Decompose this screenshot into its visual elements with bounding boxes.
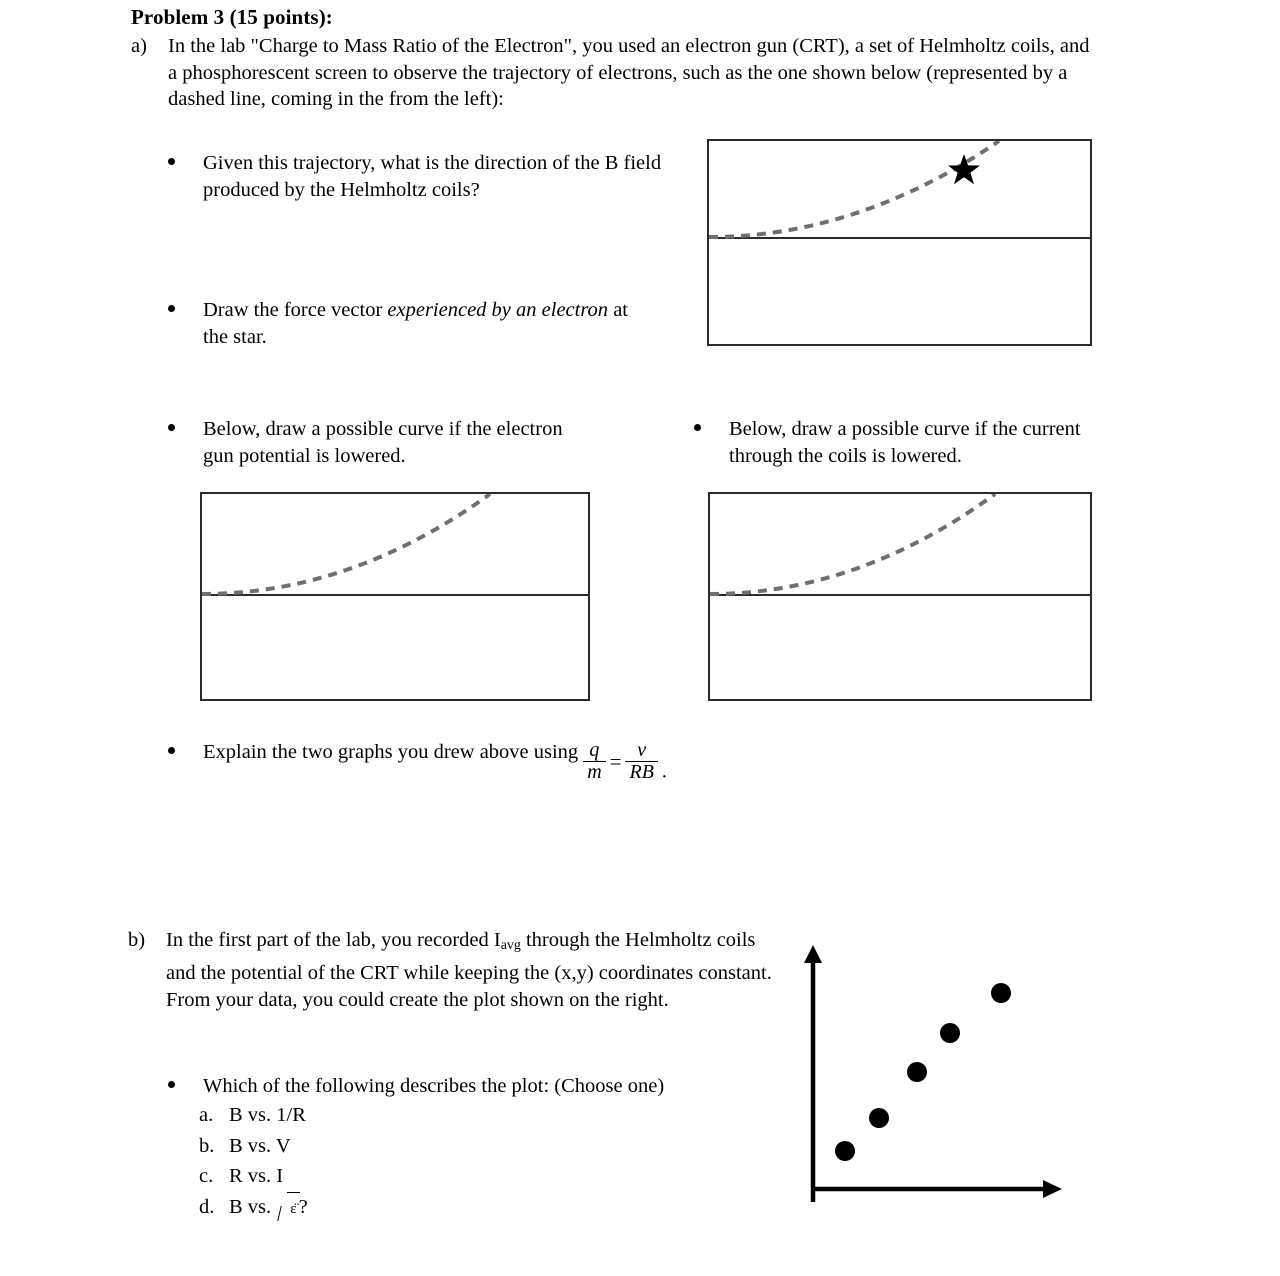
data-point [835,1141,855,1161]
bullet-b-field-direction-text: Given this trajectory, what is the direction of the B field produced by the Helmholtz coils? [203,152,662,201]
bullet-dot-icon [168,747,175,754]
part-a-marker: a) [131,35,147,57]
star-marker-icon [947,153,981,187]
crt-diagram-box-2[interactable] [200,492,590,701]
fraction-numerator: q [589,738,600,761]
choice-d-text-after: ? [298,1195,308,1218]
page-title: Problem 3 (15 points): [131,5,333,29]
electron-trajectory-curve-3 [710,494,1090,699]
choice-b-text: B vs. V [229,1134,291,1157]
crt-diagram-box-3[interactable] [708,492,1092,701]
explain-graphs-lead: Explain the two graphs you drew above using [203,741,579,763]
part-a-text: In the lab "Charge to Mass Ratio of the Electron", you used an electron gun (CRT), a set of Helmholtz coils, and a phosphorescent screen to observe the trajectory of electrons, such as the one shown below (represented by a dashed line, coming in the from the left): [168,35,1090,110]
bullet-explain-graphs [168,739,808,785]
fraction-denominator: m [583,761,605,784]
bullet-lower-current [694,416,1114,470]
force-vector-text-before: Draw the force vector [203,299,388,321]
force-vector-text-italic: experienced by an electron [387,299,609,321]
choice-c-text: R vs. I [229,1165,284,1187]
bullet-explain-graphs-text [203,739,808,785]
i-avg-subscript: avg [500,938,521,954]
choice-a-text: B vs. 1/R [229,1104,306,1126]
x-axis-arrowhead-icon [1043,1180,1062,1198]
radicand-text: ɛ̈ [290,1200,297,1217]
bullet-plot-question [168,1073,788,1100]
answer-choice-a[interactable] [199,1100,308,1131]
bullet-dot-icon [168,1081,175,1088]
bullet-dot-icon [168,158,175,165]
square-root-icon [276,1192,298,1224]
choice-d-label: d. [199,1195,215,1218]
bullet-dot-icon [694,424,701,431]
crt-diagram-box-1 [707,139,1092,346]
answer-choice-list [199,1100,308,1222]
charge-to-mass-equation [579,740,667,786]
scatter-plot-svg [795,930,1080,1205]
bullet-force-vector [168,297,638,351]
data-point [991,983,1011,1003]
force-vector-text-after: at the star. [203,299,628,348]
choice-d-text-before: B vs. [229,1195,277,1218]
bullet-force-vector-text [203,297,638,351]
answer-choice-c[interactable] [199,1161,308,1192]
data-point [940,1023,960,1043]
scatter-plot-figure [795,930,1080,1205]
bullet-lower-potential [168,416,568,470]
part-b-text-before: In the first part of the lab, you recorded I [166,929,501,951]
part-b-marker: b) [128,929,146,951]
bullet-dot-icon [168,424,175,431]
bullet-dot-icon [168,305,175,312]
plot-question-text: Which of the following describes the plot: (Choose one) [203,1075,665,1097]
answer-choice-d[interactable] [199,1192,308,1223]
part-b-text-after: through the Helmholtz coils and the potential of the CRT while keeping the (x,y) coordinates constant. From your data, you could create the plot shown on the right. [166,929,772,1012]
electron-trajectory-curve-2 [202,494,588,699]
data-point [907,1062,927,1082]
answer-choice-b[interactable] [199,1131,308,1162]
choice-b-label: b. [199,1134,215,1157]
electron-trajectory-curve-1 [709,141,1090,344]
fraction-numerator: v [637,738,647,761]
bullet-lower-potential-text: Below, draw a possible curve if the electron gun potential is lowered. [203,418,563,467]
part-b-block [128,927,788,1015]
fraction-v-over-rb [625,740,657,784]
choice-c-label: c. [199,1165,214,1187]
part-b-text [166,927,788,1015]
equals-sign: = [609,749,622,774]
bullet-lower-current-text: Below, draw a possible curve if the current through the coils is lowered. [729,418,1081,467]
fraction-denominator: RB [625,761,657,784]
choice-a-label: a. [199,1104,214,1126]
equation-period: . [661,760,667,783]
data-point [869,1108,889,1128]
y-axis-arrowhead-icon [804,945,822,963]
fraction-q-over-m [583,740,605,784]
bullet-b-field-direction [168,150,668,204]
scatter-data-points [835,983,1011,1161]
part-a-block [131,33,1096,113]
